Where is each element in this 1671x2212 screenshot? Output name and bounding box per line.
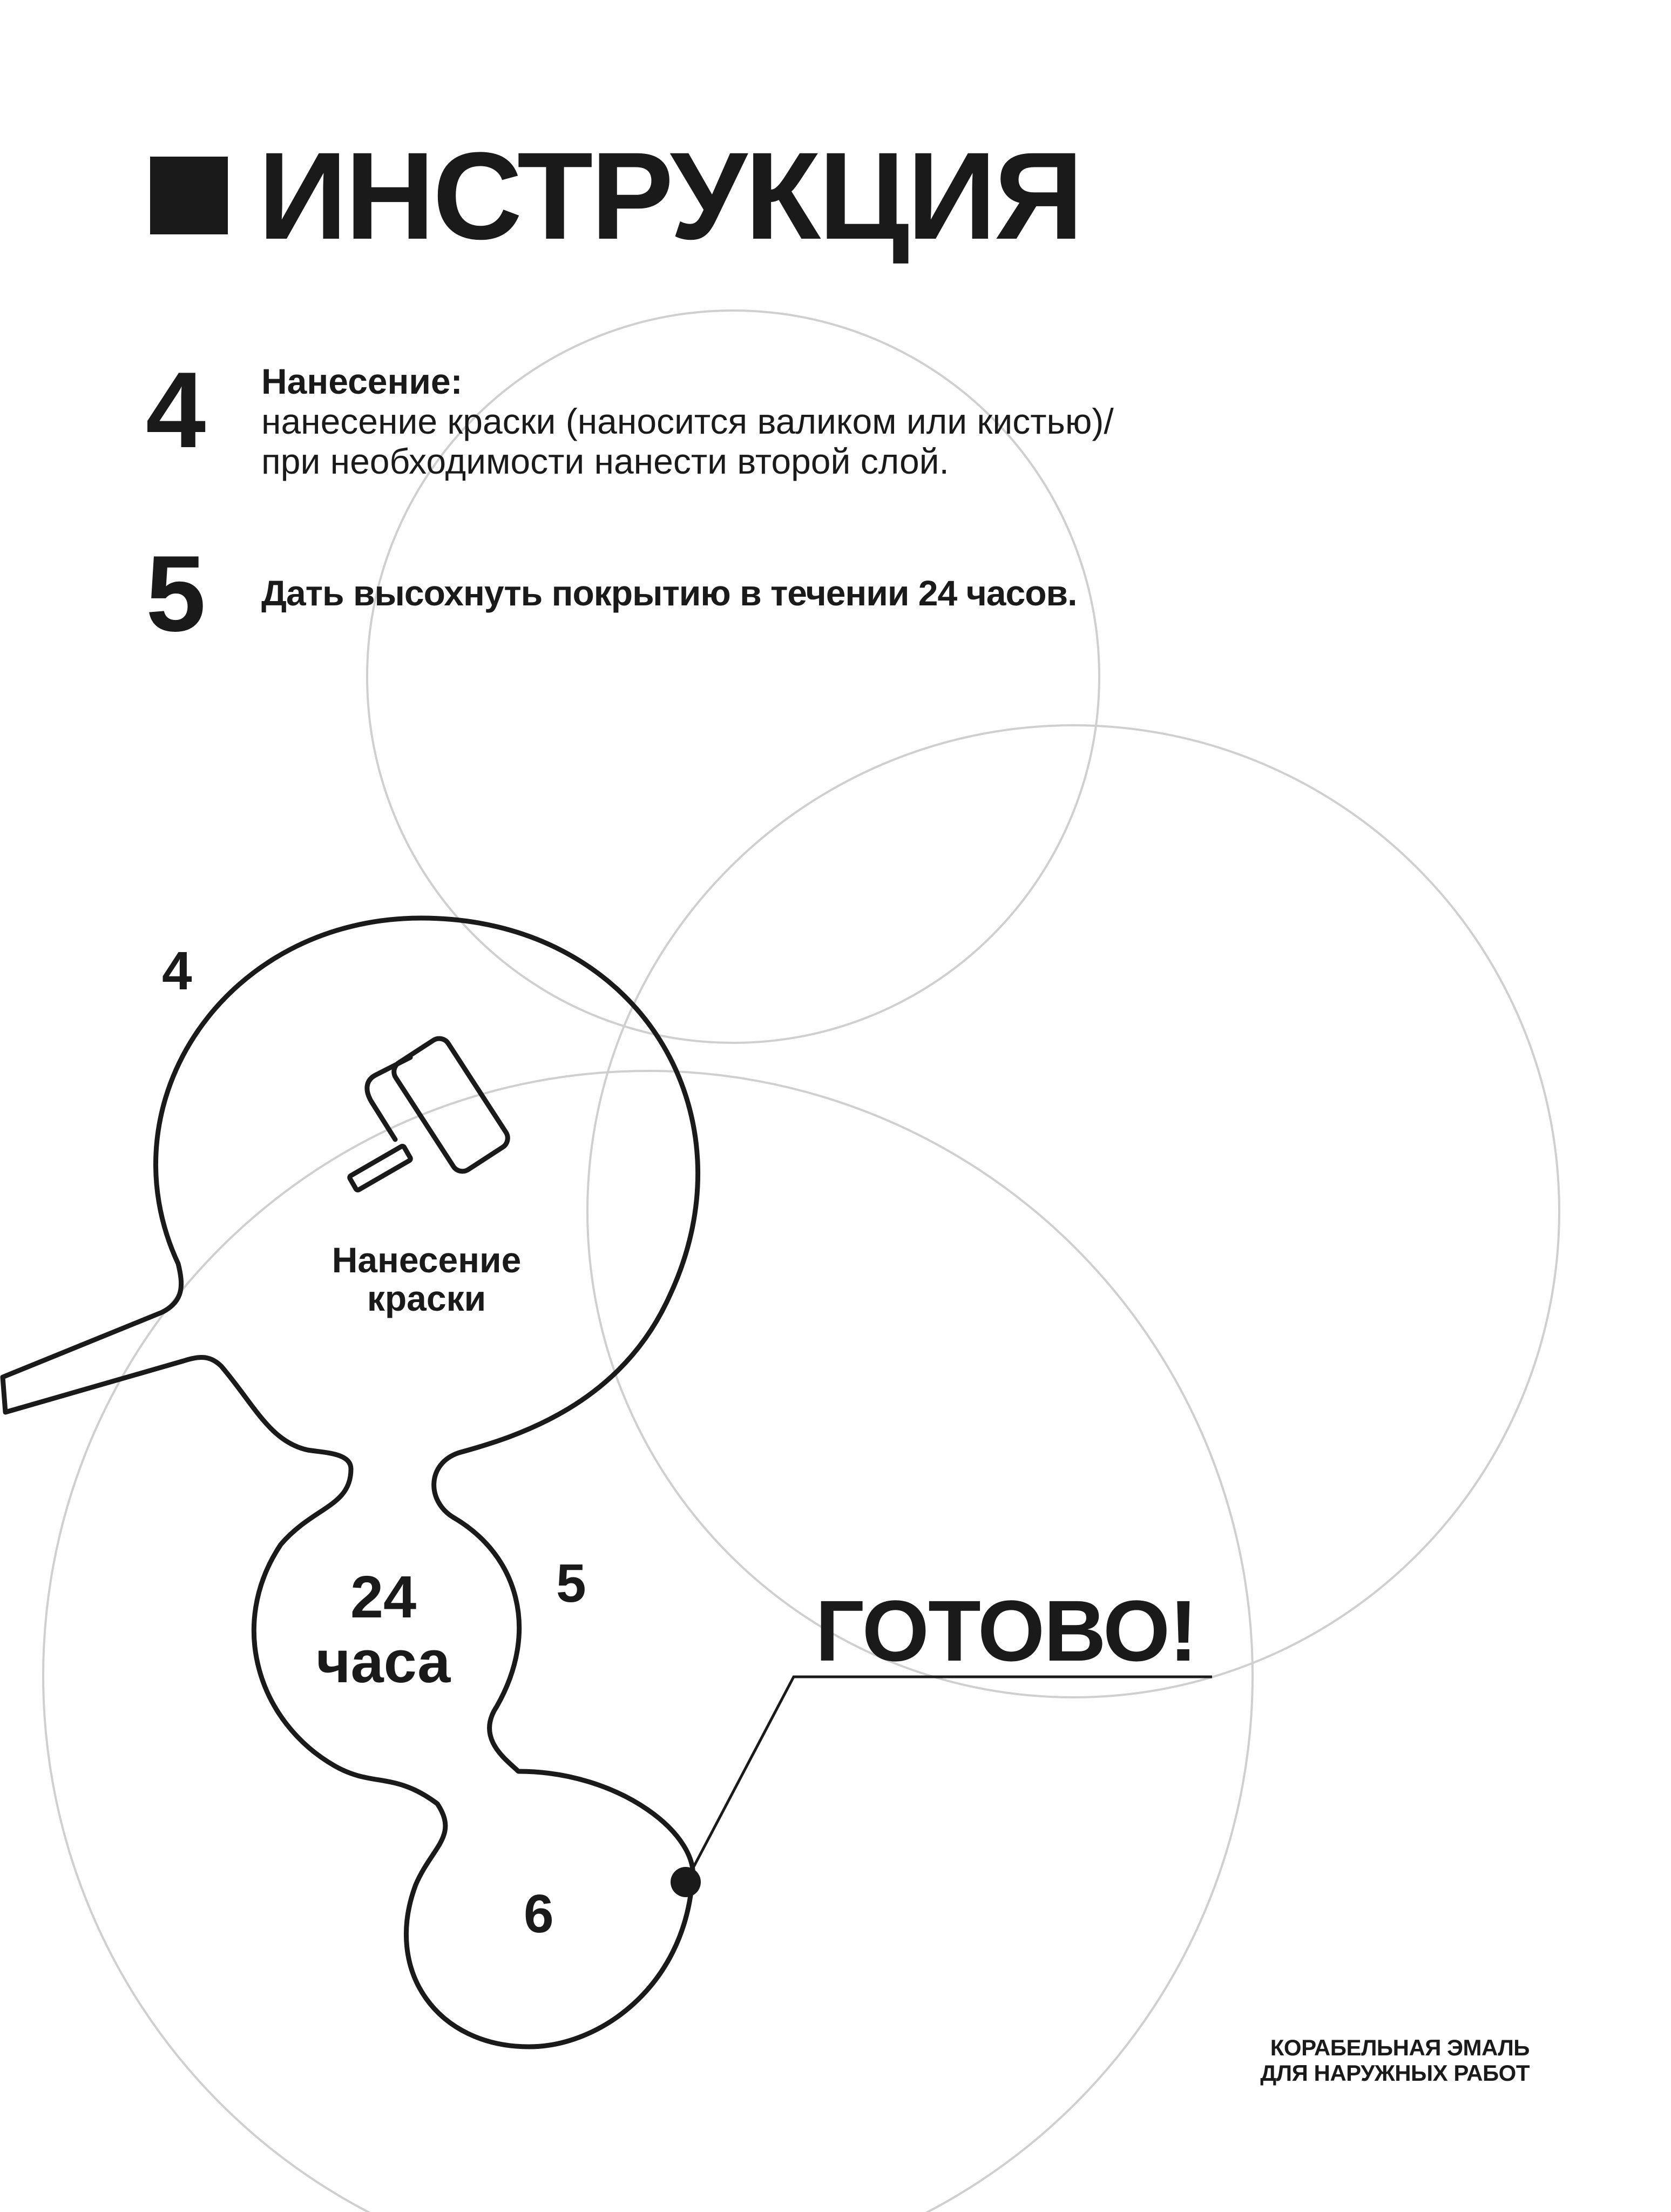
page-title: ИНСТРУКЦИЯ <box>258 126 1081 265</box>
step-4-line-1: нанесение краски (наносится валиком или кистью)/ <box>261 401 1114 441</box>
product-name-line-1: КОРАБЕЛЬНАЯ ЭМАЛЬ <box>1270 2035 1530 2060</box>
step-4-heading: Нанесение: <box>261 361 463 401</box>
title-square-marker <box>150 157 228 234</box>
step-4-number: 4 <box>146 350 206 470</box>
step-4-description <box>261 402 1395 482</box>
step-4-line-2: при необходимости нанести второй слой. <box>261 441 949 481</box>
diagram-drying-hours: 24 <box>350 1564 417 1630</box>
step-5-number: 5 <box>146 534 206 654</box>
diagram-stage-4-label <box>292 1241 561 1317</box>
diagram-stage-4-number: 4 <box>162 941 192 1001</box>
flow-outline <box>3 918 698 2047</box>
guide-circle-right <box>587 725 1559 1697</box>
product-name-line-2: ДЛЯ НАРУЖНЫХ РАБОТ <box>1260 2060 1530 2086</box>
product-name <box>1260 2035 1530 2086</box>
ready-label: ГОТОВО! <box>815 1582 1197 1679</box>
callout-dot <box>671 1867 701 1897</box>
diagram-stage-4-label-line-2: краски <box>367 1278 486 1318</box>
diagram-stage-5-number: 5 <box>556 1553 586 1614</box>
paint-roller-icon <box>349 1034 512 1191</box>
step-5-description: Дать высохнуть покрытию в течении 24 часов. <box>261 573 1077 613</box>
diagram-stage-4-label-line-1: Нанесение <box>332 1240 522 1280</box>
diagram-drying-unit: часа <box>316 1629 451 1695</box>
ready-callout-line <box>686 1677 1212 1882</box>
diagram-stage-6-number: 6 <box>524 1884 554 1944</box>
